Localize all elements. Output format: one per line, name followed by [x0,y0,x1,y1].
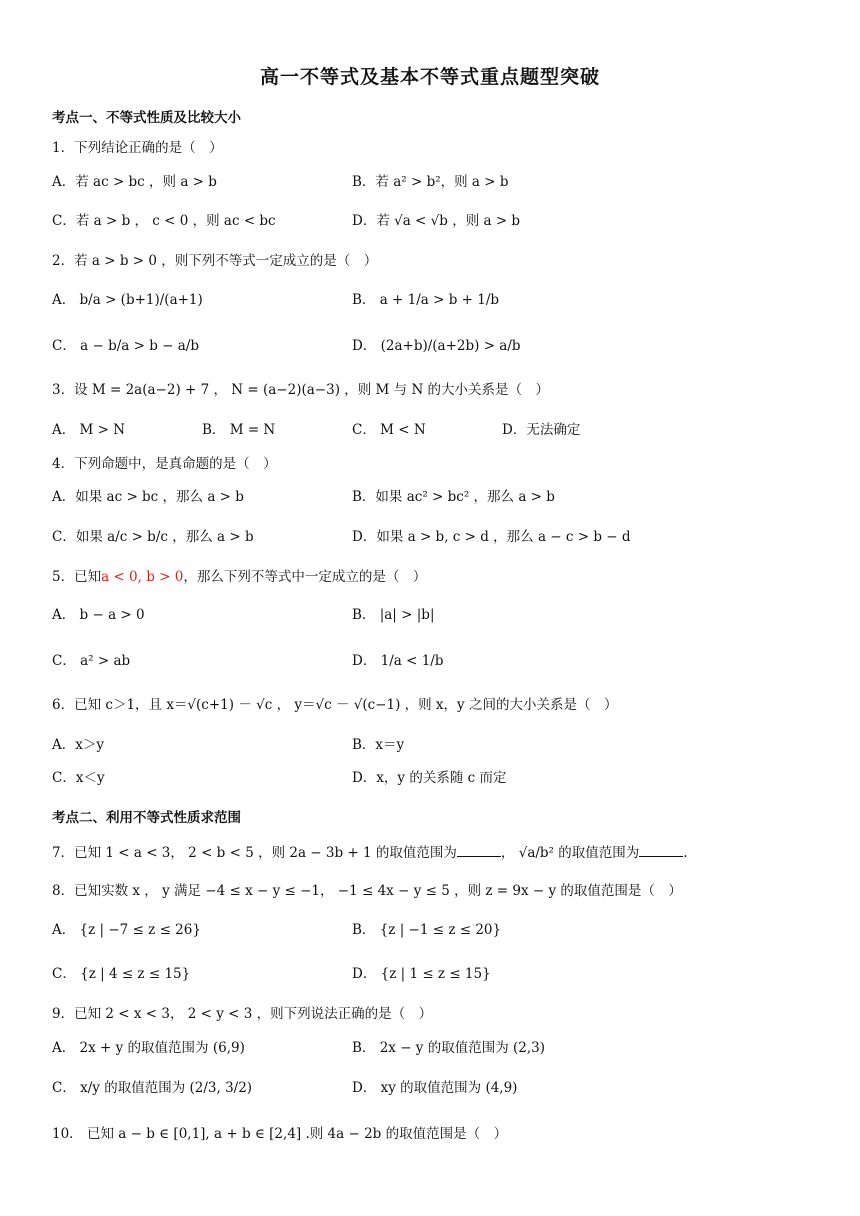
question-4-option-c: C．如果 a/c > b/c ，那么 a > b [52,529,254,545]
question-8-option-b: B． {z | −1 ≤ z ≤ 20} [352,922,502,938]
question-5-stem-suffix: ，那么下列不等式中一定成立的是（ ） [183,569,427,585]
question-2-option-a: A． b/a > (b+1)/(a+1) [52,292,203,308]
question-7-answer-blank-1[interactable] [457,842,501,857]
question-7-stem-part1: 7．已知 1 < a < 3， 2 < b < 5 ，则 2a − 3b + 1 的取值范围为 [52,845,457,861]
question-1-option-a: A．若 ac > bc ，则 a > b [52,174,217,190]
question-2-stem: 2．若 a > b > 0 ，则下列不等式一定成立的是（ ） [52,253,378,269]
question-1-stem: 1．下列结论正确的是（ ） [52,140,223,156]
question-3-stem: 3．设 M = 2a(a−2) + 7 ， N = (a−2)(a−3) ，则 M 与 N 的大小关系是（ ） [52,382,550,398]
question-7-answer-blank-2[interactable] [639,842,683,857]
question-5-option-c: C． a² > ab [52,653,131,669]
question-6-option-a: A．x＞y [52,737,104,753]
question-4-stem: 4．下列命题中，是真命题的是（ ） [52,456,277,472]
question-6-option-d: D．x，y 的关系随 c 而定 [352,770,507,786]
question-4-option-a: A．如果 ac > bc ，那么 a > b [52,489,244,505]
question-2-option-d: D． (2a+b)/(a+2b) > a/b [352,338,521,354]
question-5-option-d: D． 1/a < 1/b [352,653,444,669]
question-10-stem: 10． 已知 a − b ∈ [0,1], a + b ∈ [2,4] .则 4a − 2b 的取值范围是（ ） [52,1126,508,1142]
question-5-stem-prefix: 5．已知 [52,569,102,585]
question-2-option-c: C． a − b/a > b − a/b [52,338,199,354]
question-6-option-b: B．x＝y [352,737,405,753]
question-5-highlighted-condition: a < 0, b > 0 [101,569,184,585]
question-9-option-c: C． x/y 的取值范围为 (2/3, 3/2) [52,1080,253,1096]
question-6-stem: 6．已知 c＞1，且 x＝√(c+1) － √c ， y＝√c － √(c−1) ，则 x，y 之间的大小关系是（ ） [52,697,618,713]
question-5-option-b: B． |a| > |b| [352,607,435,623]
question-8-option-c: C． {z | 4 ≤ z ≤ 15} [52,966,191,982]
question-5-stem [52,567,426,587]
question-7-stem-part3: . [683,845,688,861]
question-8-option-a: A． {z | −7 ≤ z ≤ 26} [52,922,201,938]
question-3-option-d: D．无法确定 [502,422,581,438]
question-3-option-b: B． M = N [202,422,276,438]
question-4-option-d: D．如果 a > b, c > d ，那么 a − c > b − d [352,529,631,545]
question-6-option-c: C．x＜y [52,770,105,786]
question-3-option-c: C． M < N [352,422,426,438]
question-8-stem: 8．已知实数 x ， y 满足 −4 ≤ x − y ≤ −1， −1 ≤ 4x − y ≤ 5 ，则 z = 9x − y 的取值范围是（ ） [52,883,682,899]
question-9-option-a: A． 2x + y 的取值范围为 (6,9) [52,1040,245,1056]
question-8-option-d: D． {z | 1 ≤ z ≤ 15} [352,966,491,982]
question-7-stem-part2: ， √a/b² 的取值范围为 [500,845,640,861]
document-title: 高一不等式及基本不等式重点题型突破 [259,66,600,88]
section-heading-2: 考点二、利用不等式性质求范围 [52,810,241,826]
question-2-option-b: B． a + 1/a > b + 1/b [352,292,500,308]
section-heading-1: 考点一、不等式性质及比较大小 [52,110,241,126]
question-9-option-d: D． xy 的取值范围为 (4,9) [352,1080,518,1096]
question-1-option-b: B．若 a² > b²，则 a > b [352,174,509,190]
question-9-stem: 9．已知 2 < x < 3， 2 < y < 3 ，则下列说法正确的是（ ） [52,1006,433,1022]
question-1-option-c: C．若 a > b ， c < 0 ，则 ac < bc [52,213,276,229]
question-1-option-d: D．若 √a < √b ，则 a > b [352,213,521,229]
question-9-option-b: B． 2x − y 的取值范围为 (2,3) [352,1040,546,1056]
question-7-stem [52,842,688,863]
question-5-option-a: A． b − a > 0 [52,607,145,623]
question-4-option-b: B．如果 ac² > bc² ，那么 a > b [352,489,555,505]
question-3-option-a: A． M > N [52,422,126,438]
